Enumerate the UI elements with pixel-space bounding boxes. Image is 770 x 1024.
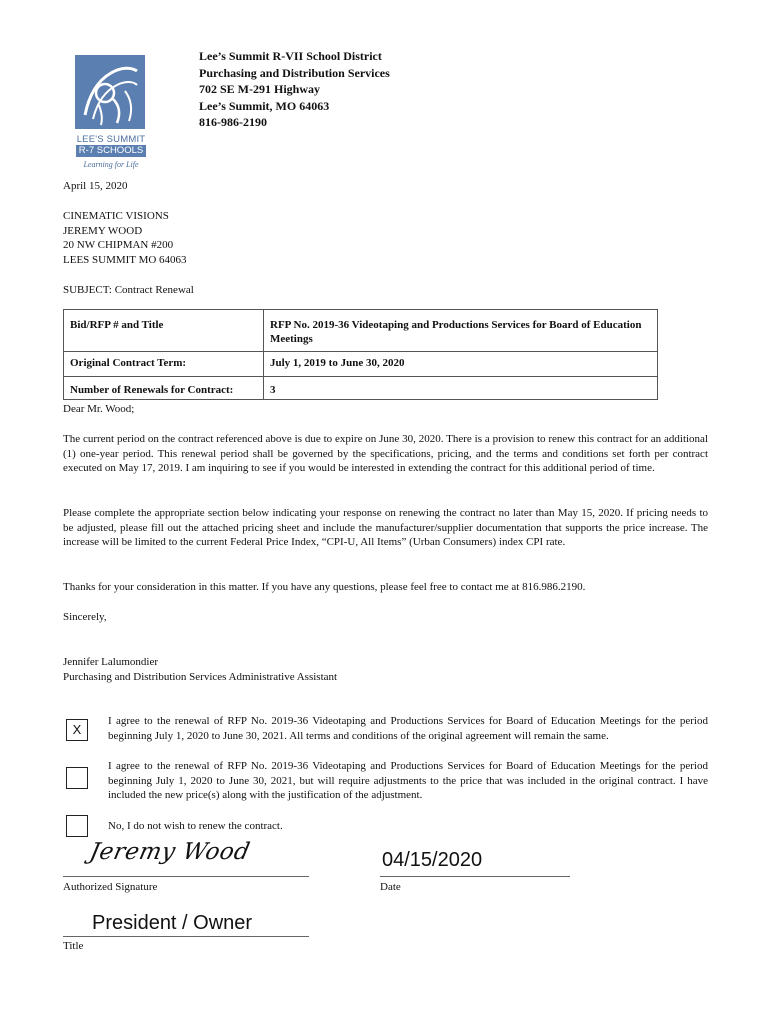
subject-line: SUBJECT: Contract Renewal xyxy=(63,284,194,296)
table-value: RFP No. 2019-36 Videotaping and Productions Services for Board of Education Meetings xyxy=(264,310,658,352)
table-value: July 1, 2019 to June 30, 2020 xyxy=(264,352,658,377)
recipient-name: JEREMY WOOD xyxy=(63,224,143,237)
org-name: Lee’s Summit R-VII School District xyxy=(199,49,382,63)
salutation: Dear Mr. Wood; xyxy=(63,403,135,415)
table-value: 3 xyxy=(264,377,658,400)
body-paragraph: Thanks for your consideration in this matter. If you have any questions, please feel free to contact me at 816.986.2190. xyxy=(63,581,586,593)
title-field[interactable]: President / Owner xyxy=(92,912,253,934)
body-paragraph: Please complete the appropriate section below indicating your response on renewing the contract no later than May 15, 2020. If pricing needs to be adjusted, please fill out the attached pricing sheet and include the manufacturer/supplier documentation that supports the price increase. The increase will be limited to the current Federal Price Index, “CPI-U, All Items” (Urban Consumers) index CPI rate. xyxy=(63,507,708,548)
renew-same-terms-label: I agree to the renewal of RFP No. 2019-36 Videotaping and Productions Services for Board of Education Meetings for the period beginning July 1, 2020 to June 30, 2021. All terms and conditions of the original agreement will remain the same. xyxy=(108,715,708,742)
logo-text-line1: LEE'S SUMMIT xyxy=(76,134,146,145)
decline-renewal-label: No, I do not wish to renew the contract. xyxy=(108,820,283,832)
signature-line xyxy=(63,876,309,877)
recipient-street: 20 NW CHIPMAN #200 xyxy=(63,239,174,251)
letter-date: April 15, 2020 xyxy=(63,180,128,192)
title-label: Title xyxy=(63,940,84,952)
closing: Sincerely, xyxy=(63,611,107,623)
date-field[interactable]: 04/15/2020 xyxy=(382,849,483,871)
recipient-city: LEES SUMMIT MO 64063 xyxy=(63,253,187,266)
date-label: Date xyxy=(380,881,401,893)
table-row xyxy=(64,352,658,377)
signer-name: Jennifer Lalumondier xyxy=(63,656,158,668)
recipient-address xyxy=(63,209,187,267)
phone-number: 816-986-2190 xyxy=(199,115,267,129)
date-line xyxy=(380,876,570,877)
logo-tagline: Learning for Life xyxy=(83,160,139,169)
logo-mark xyxy=(75,55,145,129)
recipient-company: CINEMATIC VISIONS xyxy=(63,210,169,222)
district-logo xyxy=(72,55,150,167)
signer-title: Purchasing and Distribution Services Administrative Assistant xyxy=(63,671,338,683)
department-name: Purchasing and Distribution Services xyxy=(199,65,390,80)
decline-renewal-checkbox[interactable] xyxy=(66,815,88,837)
table-label: Bid/RFP # and Title xyxy=(64,310,264,352)
signature-label: Authorized Signature xyxy=(63,881,158,893)
street-address: 702 SE M-291 Highway xyxy=(199,82,321,96)
renew-same-terms-checkbox[interactable]: X xyxy=(66,719,88,741)
handwritten-signature: Jeremy Wood xyxy=(87,839,253,865)
table-label: Original Contract Term: xyxy=(64,352,264,377)
logo-text-line2: R-7 SCHOOLS xyxy=(76,145,146,157)
renew-adjusted-price-label: I agree to the renewal of RFP No. 2019-36 Videotaping and Productions Services for Board of Education Meetings for the period beginning July 1, 2020 to June 30, 2021, but will require adjustments to the price that was included in the original contract. I have included the new price(s) along with the justification of the adjustment. xyxy=(108,760,708,801)
body-paragraph: The current period on the contract referenced above is due to expire on June 30, 2020. There is a provision to renew this contract for an additional (1) one-year period. This renewal period shall be governed by the specifications, pricing, and the terms and conditions set forth per contract executed on May 17, 2019. I am inquiring to see if you would be interested in extending the contract for this additional period of time. xyxy=(63,433,708,474)
title-line xyxy=(63,936,309,937)
table-row xyxy=(64,377,658,400)
city-state-zip: Lee’s Summit, MO 64063 xyxy=(199,98,330,113)
renew-adjusted-price-checkbox[interactable] xyxy=(66,767,88,789)
contract-table xyxy=(63,309,658,400)
letterhead-address xyxy=(199,48,390,131)
table-label: Number of Renewals for Contract: xyxy=(64,377,264,400)
table-row xyxy=(64,310,658,352)
logo-figure-icon xyxy=(75,55,145,129)
